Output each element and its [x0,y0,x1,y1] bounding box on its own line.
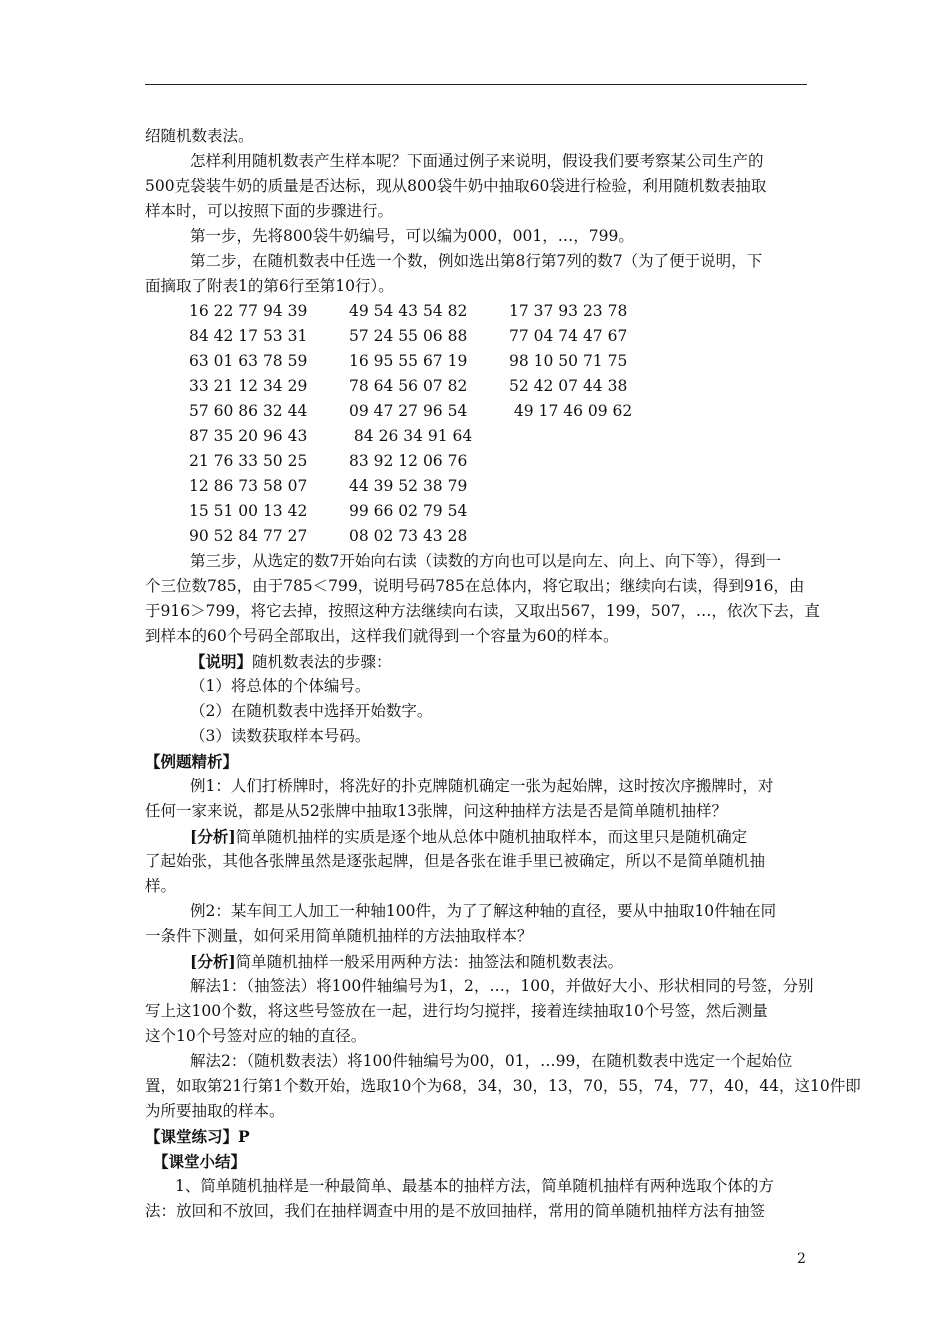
text-line: 样本时，可以按照下面的步骤进行。 [145,202,394,220]
table-row [189,299,627,324]
table-row [189,449,509,474]
text-line: 个三位数785，由于785＜799，说明号码785在总体内，将它取出；继续向右读，得到916，由 [145,577,805,595]
table-cell: 49 17 46 09 62 [509,402,633,420]
table-cell: 12 86 73 58 07 [189,477,308,495]
table-cell: 09 47 27 96 54 [349,402,468,420]
text-line: 一条件下测量，如何采用简单随机抽样的方法抽取样本？ [145,927,533,945]
analysis-line [145,949,852,975]
step-item: （2）在随机数表中选择开始数字。 [190,702,433,720]
table-cell: 21 76 33 50 25 [189,452,308,470]
table-row [189,324,627,349]
text-line: 解法2：（随机数表法）将100件轴编号为00，01，…99，在随机数表中选定一个起始位 [190,1052,793,1070]
table-cell: 98 10 50 71 75 [509,352,628,370]
table-row [189,399,632,424]
table-cell: 16 22 77 94 39 [189,302,308,320]
note-text: 随机数表法的步骤： [252,653,392,671]
analysis-text: 简单随机抽样的实质是逐个地从总体中随机抽取样本，而这里只是随机确定 [235,828,748,846]
table-cell: 57 60 86 32 44 [189,402,308,420]
table-row [189,474,509,499]
table-cell: 16 95 55 67 19 [349,352,468,370]
text-line: 写上这100个数，将这些号签放在一起，进行均匀搅拌，接着连续抽取10个号签，然后测量 [145,1002,768,1020]
page-number: 2 [797,1251,806,1267]
text-line: 例1：人们打桥牌时，将洗好的扑克牌随机确定一张为起始牌，这时按次序搬牌时，对 [190,777,774,795]
table-cell: 63 01 63 78 59 [189,352,308,370]
text-line: 这个10个号签对应的轴的直径。 [145,1027,367,1045]
table-cell: 87 35 20 96 43 [189,427,308,445]
text-line: 样。 [145,877,177,895]
analysis-label: [分析] [190,827,236,846]
text-line: 于916＞799，将它去掉，按照这种方法继续向右读，又取出567，199，507，…，依次下去，直 [145,602,820,620]
table-cell: 49 54 43 54 82 [349,302,468,320]
table-cell: 15 51 00 13 42 [189,502,308,520]
text-line: 了起始张，其他各张牌虽然是逐张起牌，但是各张在谁手里已被确定，所以不是简单随机抽 [145,852,766,870]
text-line: 第二步，在随机数表中任选一个数，例如选出第8行第7列的数7（为了便于说明，下 [190,252,763,270]
section-heading: 【课堂练习】P [145,1127,250,1146]
note-line [145,649,852,675]
text-line: 解法1：（抽签法）将100件轴编号为1，2，…，100，并做好大小、形状相同的号签，分别 [190,977,814,995]
text-line: 面摘取了附表1的第6行至第10行）。 [145,277,394,295]
analysis-label: [分析] [190,952,236,971]
table-cell: 57 24 55 06 88 [349,327,468,345]
text-line: 法：放回和不放回，我们在抽样调查中用的是不放回抽样，常用的简单随机抽样方法有抽签 [145,1202,766,1220]
table-row [189,499,509,524]
table-cell: 33 21 12 34 29 [189,377,308,395]
text-line: 怎样利用随机数表产生样本呢？下面通过例子来说明，假设我们要考察某公司生产的 [190,152,764,170]
text-line: 绍随机数表法。 [145,127,254,145]
table-cell: 77 04 74 47 67 [509,327,628,345]
table-row [189,349,627,374]
text-line: 第一步，先将800袋牛奶编号，可以编为000，001，…，799。 [190,227,634,245]
header-rule [145,84,807,85]
table-cell: 99 66 02 79 54 [349,502,468,520]
table-cell: 90 52 84 77 27 [189,527,308,545]
text-line: 为所要抽取的样本。 [145,1102,285,1120]
text-line: 500克袋装牛奶的质量是否达标，现从800袋牛奶中抽取60袋进行检验，利用随机数表抽取 [145,177,767,195]
table-cell: 44 39 52 38 79 [349,477,468,495]
table-cell: 17 37 93 23 78 [509,302,628,320]
table-cell: 78 64 56 07 82 [349,377,468,395]
note-label: 【说明】 [190,652,253,671]
table-row [189,424,509,449]
text-line: 到样本的60个号码全部取出，这样我们就得到一个容量为60的样本。 [145,627,619,645]
table-cell: 84 26 34 91 64 [349,427,473,445]
table-cell: 08 02 73 43 28 [349,527,468,545]
step-item: （3）读数获取样本号码。 [190,727,371,745]
text-line: 置，如取第21行第1个数开始，选取10个为68，34，30，13，70，55，74，77，40，44，这10件即 [145,1077,861,1095]
section-heading: 【课堂小结】 [153,1152,247,1171]
table-cell: 84 42 17 53 31 [189,327,308,345]
step-item: （1）将总体的个体编号。 [190,677,371,695]
text-line: 第三步，从选定的数7开始向右读（读数的方向也可以是向左、向上、向下等），得到一 [190,552,782,570]
table-cell: 83 92 12 06 76 [349,452,468,470]
section-heading: 【例题精析】 [145,752,239,771]
table-cell: 52 42 07 44 38 [509,377,628,395]
analysis-line [145,824,852,850]
text-line: 1、简单随机抽样是一种最简单、最基本的抽样方法，简单随机抽样有两种选取个体的方 [175,1177,774,1195]
analysis-text: 简单随机抽样一般采用两种方法：抽签法和随机数表法。 [235,953,624,971]
text-line: 任何一家来说，都是从52张牌中抽取13张牌，问这种抽样方法是否是简单随机抽样？ [145,802,727,820]
table-row [189,374,627,399]
text-line: 例2：某车间工人加工一种轴100件，为了了解这种轴的直径，要从中抽取10件轴在同 [190,902,777,920]
table-row [189,524,509,549]
